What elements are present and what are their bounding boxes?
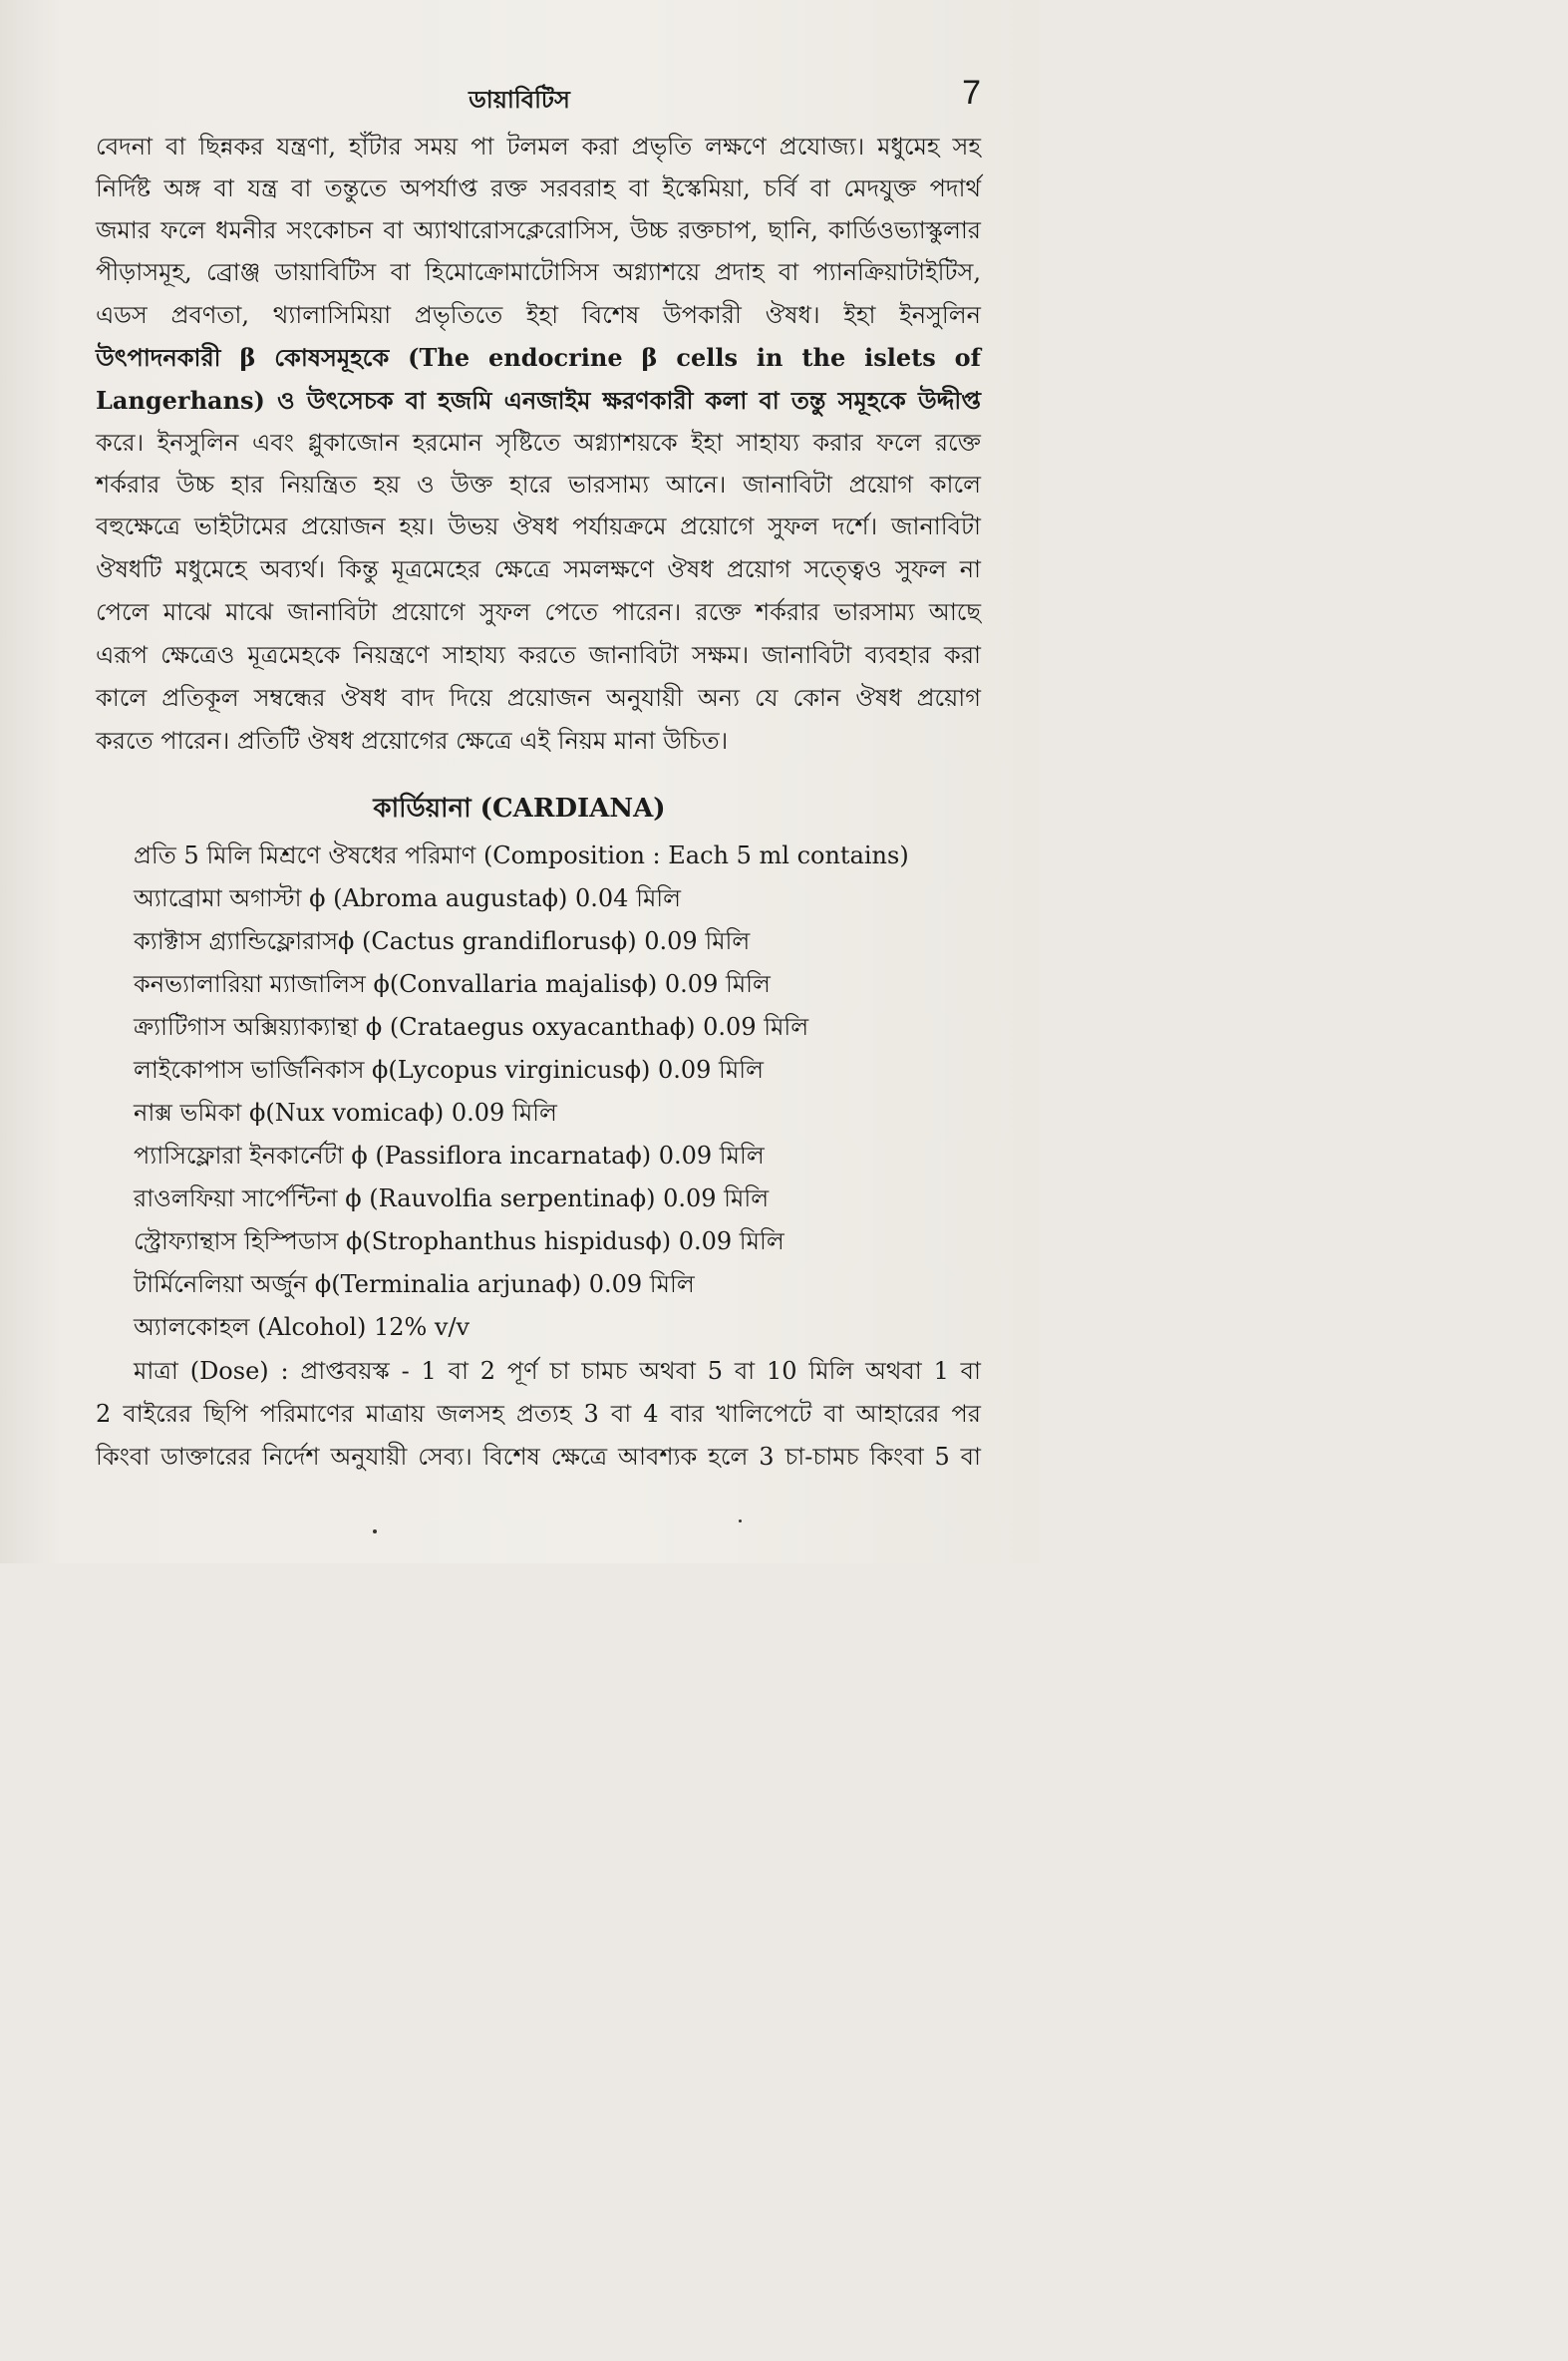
paragraph-line: কালে প্রতিকূল সম্বন্ধের ঔষধ বাদ দিয়ে প্রয়োজন অনুযায়ী অন্য যে কোন ঔষধ প্রয়োগ	[96, 684, 981, 712]
print-speck	[373, 1529, 377, 1533]
ingredient-line: নাক্স ভমিকা ϕ(Nux vomicaϕ) 0.09 মিলি	[134, 1099, 557, 1127]
dose-line: কিংবা ডাক্তারের নির্দেশ অনুযায়ী সেব্য। বিশেষ ক্ষেত্রে আবশ্যক হলে 3 চা-চামচ কিংবা 5 বা	[96, 1443, 981, 1471]
paragraph-line: বহুক্ষেত্রে ভাইটামের প্রয়োজন হয়। উভয় ঔষধ পর্যায়ক্রমে প্রয়োগে সুফল দর্শে। জানাবিটা	[96, 512, 981, 540]
paragraph-line: পেলে মাঝে মাঝে জানাবিটা প্রয়োগে সুফল পেতে পারেন। রক্তে শর্করার ভারসাম্য আছে	[96, 598, 981, 626]
paragraph-line: পীড়াসমূহ, ব্রোঞ্জ ডায়াবিটিস বা হিমোক্রোমাটোসিস অগ্ন্যাশয়ে প্রদাহ বা প্যানক্রিয়াটাইটিস,	[96, 258, 981, 286]
ingredient-line: প্যাসিফ্লোরা ইনকার্নেটা ϕ (Passiflora incarnataϕ) 0.09 মিলি	[134, 1142, 765, 1170]
ingredient-line: টার্মিনেলিয়া অর্জুন ϕ(Terminalia arjunaϕ) 0.09 মিলি	[134, 1270, 695, 1298]
paragraph-line: উৎপাদনকারী β কোষসমূহকে (The endocrine β cells in the islets of	[96, 343, 981, 372]
ingredient-line: কনভ্যালারিয়া ম্যাজালিস ϕ(Convallaria majalisϕ) 0.09 মিলি	[134, 970, 771, 998]
paragraph-line: নির্দিষ্ট অঙ্গ বা যন্ত্র বা তন্তুতে অপর্যাপ্ত রক্ত সরবরাহ বা ইস্কেমিয়া, চর্বি বা মেদযুক্ত পদার্থ	[96, 174, 981, 202]
book-page	[0, 0, 1039, 1563]
ingredient-line: ক্র্যাটিগাস অক্সিয়্যাক্যান্থা ϕ (Crataegus oxyacanthaϕ) 0.09 মিলি	[134, 1013, 809, 1041]
paragraph-line: এডস প্রবণতা, থ্যালাসিমিয়া প্রভৃতিতে ইহা বিশেষ উপকারী ঔষধ। ইহা ইনসুলিন	[96, 301, 981, 329]
paragraph-line: বেদনা বা ছিন্নকর যন্ত্রণা, হাঁটার সময় পা টলমল করা প্রভৃতি লক্ষণে প্রযোজ্য। মধুমেহ সহ	[96, 133, 981, 161]
composition-header: প্রতি 5 মিলি মিশ্রণে ঔষধের পরিমাণ (Composition : Each 5 ml contains)	[134, 842, 909, 869]
paragraph-line: ঔষধটি মধুমেহে অব্যর্থ। কিন্তু মূত্রমেহের ক্ষেত্রে সমলক্ষণে ঔষধ প্রয়োগ সত্ত্বেও সুফল না	[96, 555, 981, 583]
section-heading: কার্ডিয়ানা (CARDIANA)	[373, 794, 666, 824]
paragraph-line: Langerhans) ও উৎসেচক বা হজমি এনজাইম ক্ষরণকারী কলা বা তন্তু সমূহকে উদ্দীপ্ত	[96, 386, 981, 415]
print-speck	[739, 1519, 742, 1522]
ingredient-line: অ্যালকোহল (Alcohol) 12% v/v	[134, 1313, 470, 1341]
ingredient-line: লাইকোপাস ভার্জিনিকাস ϕ(Lycopus virginicusϕ) 0.09 মিলি	[134, 1056, 764, 1084]
paragraph-line: জমার ফলে ধমনীর সংকোচন বা অ্যাথারোসক্লেরোসিস, উচ্চ রক্তচাপ, ছানি, কার্ডিওভ্যাস্কুলার	[96, 216, 981, 244]
paragraph-line: শর্করার উচ্চ হার নিয়ন্ত্রিত হয় ও উক্ত হারে ভারসাম্য আনে। জানাবিটা প্রয়োগ কালে	[96, 471, 981, 499]
ingredient-line: রাওলফিয়া সার্পেন্টিনা ϕ (Rauvolfia serpentinaϕ) 0.09 মিলি	[134, 1184, 770, 1212]
page-number: 7	[962, 74, 981, 112]
dose-line: 2 বাইরের ছিপি পরিমাণের মাত্রায় জলসহ প্রত্যহ 3 বা 4 বার খালিপেটে বা আহারের পর	[96, 1400, 981, 1428]
paragraph-line: করতে পারেন। প্রতিটি ঔষধ প্রয়োগের ক্ষেত্রে এই নিয়ম মানা উচিত।	[96, 727, 729, 755]
ingredient-line: স্ট্রোফ্যান্থাস হিস্পিডাস ϕ(Strophanthus hispidusϕ) 0.09 মিলি	[134, 1227, 784, 1255]
paragraph-line: এরূপ ক্ষেত্রেও মূত্রমেহকে নিয়ন্ত্রণে সাহায্য করতে জানাবিটা সক্ষম। জানাবিটা ব্যবহার করা	[96, 641, 981, 669]
ingredient-line: ক্যাক্টাস গ্র্যান্ডিফ্লোরাসϕ (Cactus grandiflorusϕ) 0.09 মিলি	[134, 927, 751, 955]
ingredient-line: অ্যাব্রোমা অগাস্টা ϕ (Abroma augustaϕ) 0.04 মিলি	[134, 884, 682, 912]
running-header: ডায়াবিটিস	[469, 85, 570, 114]
dose-line: মাত্রা (Dose) : প্রাপ্তবয়স্ক - 1 বা 2 পূর্ণ চা চামচ অথবা 5 বা 10 মিলি অথবা 1 বা	[134, 1357, 981, 1385]
paragraph-line: করে। ইনসুলিন এবং গ্লুকাজোন হরমোন সৃষ্টিতে অগ্ন্যাশয়কে ইহা সাহায্য করার ফলে রক্তে	[96, 429, 981, 457]
